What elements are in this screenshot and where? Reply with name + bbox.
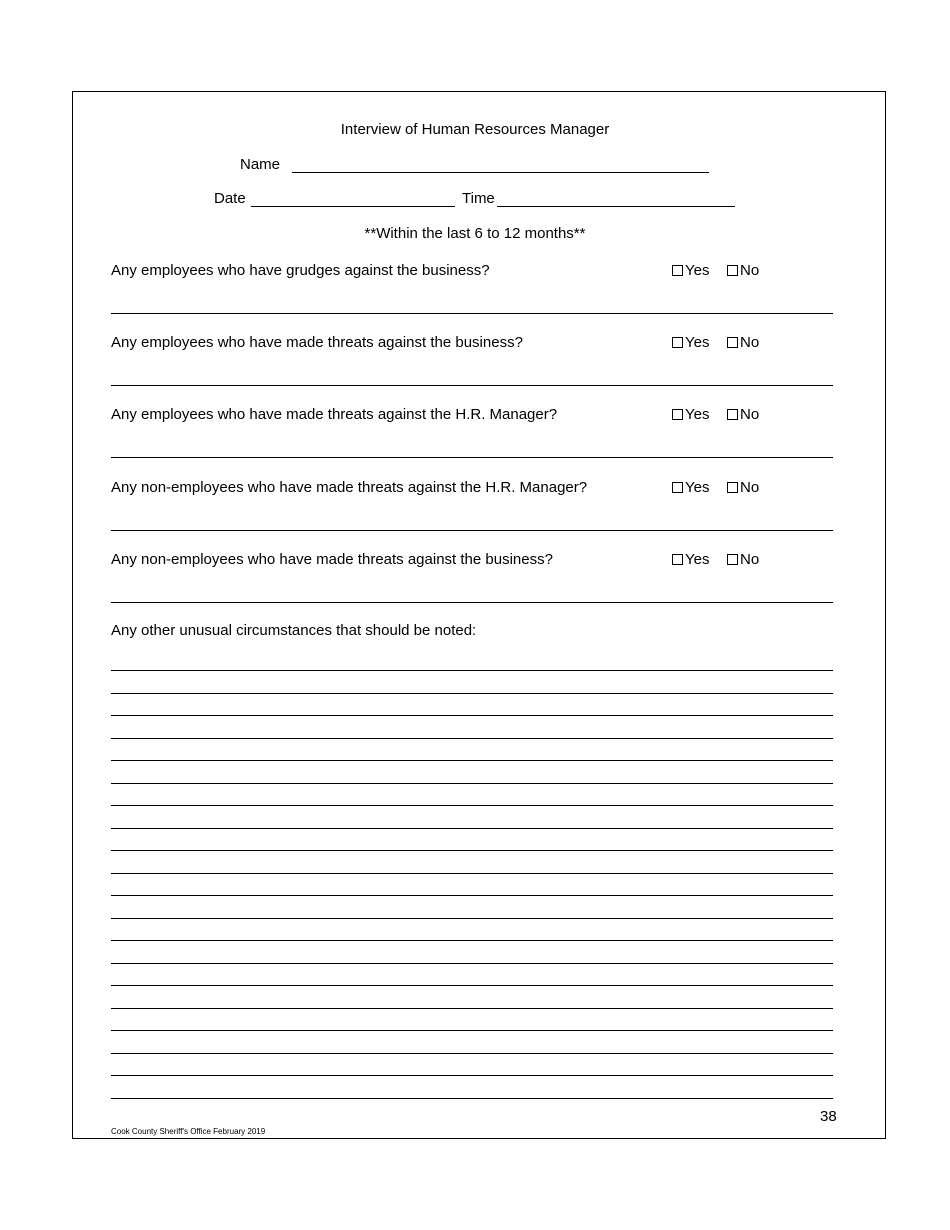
page-number: 38	[820, 1108, 837, 1125]
checkbox-square-icon	[672, 409, 683, 420]
yes-label: Yes	[685, 551, 710, 568]
no-checkbox[interactable]	[727, 480, 759, 495]
date-field[interactable]	[251, 206, 455, 207]
question-text: Any non-employees who have made threats against the business?	[111, 551, 553, 568]
answer-line[interactable]	[111, 385, 833, 386]
yes-label: Yes	[685, 334, 710, 351]
notes-line[interactable]	[111, 850, 833, 851]
notes-line[interactable]	[111, 873, 833, 874]
yes-label: Yes	[685, 262, 710, 279]
notes-line[interactable]	[111, 1098, 833, 1099]
footer-org: Cook County Sheriff's Office February 2019	[111, 1127, 266, 1136]
notes-line[interactable]	[111, 1030, 833, 1031]
form-title: Interview of Human Resources Manager	[340, 121, 610, 138]
no-label: No	[740, 551, 760, 568]
notes-line[interactable]	[111, 783, 833, 784]
time-field[interactable]	[497, 206, 735, 207]
notes-line[interactable]	[111, 828, 833, 829]
question-text: Any employees who have made threats against the business?	[111, 334, 523, 351]
notes-line[interactable]	[111, 760, 833, 761]
other-circumstances-prompt: Any other unusual circumstances that should be noted:	[111, 622, 477, 639]
question-text: Any employees who have made threats against the H.R. Manager?	[111, 406, 558, 423]
time-label: Time	[462, 190, 495, 207]
date-label: Date	[214, 190, 246, 207]
answer-line[interactable]	[111, 457, 833, 458]
yes-checkbox[interactable]	[672, 407, 709, 422]
yes-label: Yes	[685, 479, 710, 496]
answer-line[interactable]	[111, 602, 833, 603]
checkbox-square-icon	[672, 482, 683, 493]
notes-line[interactable]	[111, 963, 833, 964]
no-label: No	[740, 406, 760, 423]
yes-checkbox[interactable]	[672, 480, 709, 495]
notes-line[interactable]	[111, 1053, 833, 1054]
notes-line[interactable]	[111, 985, 833, 986]
name-label: Name	[240, 156, 281, 173]
no-checkbox[interactable]	[727, 552, 759, 567]
no-checkbox[interactable]	[727, 335, 759, 350]
checkbox-square-icon	[672, 337, 683, 348]
notes-line[interactable]	[111, 670, 833, 671]
notes-line[interactable]	[111, 1075, 833, 1076]
notes-line[interactable]	[111, 918, 833, 919]
name-field[interactable]	[292, 172, 709, 173]
yes-label: Yes	[685, 406, 710, 423]
no-checkbox[interactable]	[727, 407, 759, 422]
no-label: No	[740, 334, 760, 351]
notes-line[interactable]	[111, 1008, 833, 1009]
answer-line[interactable]	[111, 313, 833, 314]
notes-line[interactable]	[111, 805, 833, 806]
checkbox-square-icon	[727, 482, 738, 493]
yes-checkbox[interactable]	[672, 552, 709, 567]
no-label: No	[740, 479, 760, 496]
checkbox-square-icon	[727, 409, 738, 420]
checkbox-square-icon	[727, 337, 738, 348]
answer-line[interactable]	[111, 530, 833, 531]
period-note: **Within the last 6 to 12 months**	[364, 225, 586, 242]
notes-line[interactable]	[111, 715, 833, 716]
question-text: Any non-employees who have made threats against the H.R. Manager?	[111, 479, 588, 496]
checkbox-square-icon	[727, 265, 738, 276]
notes-line[interactable]	[111, 738, 833, 739]
no-label: No	[740, 262, 760, 279]
checkbox-square-icon	[672, 554, 683, 565]
checkbox-square-icon	[727, 554, 738, 565]
yes-checkbox[interactable]	[672, 263, 709, 278]
page-border	[72, 91, 886, 1139]
question-text: Any employees who have grudges against the business?	[111, 262, 490, 279]
notes-line[interactable]	[111, 693, 833, 694]
notes-line[interactable]	[111, 940, 833, 941]
no-checkbox[interactable]	[727, 263, 759, 278]
checkbox-square-icon	[672, 265, 683, 276]
yes-checkbox[interactable]	[672, 335, 709, 350]
notes-line[interactable]	[111, 895, 833, 896]
